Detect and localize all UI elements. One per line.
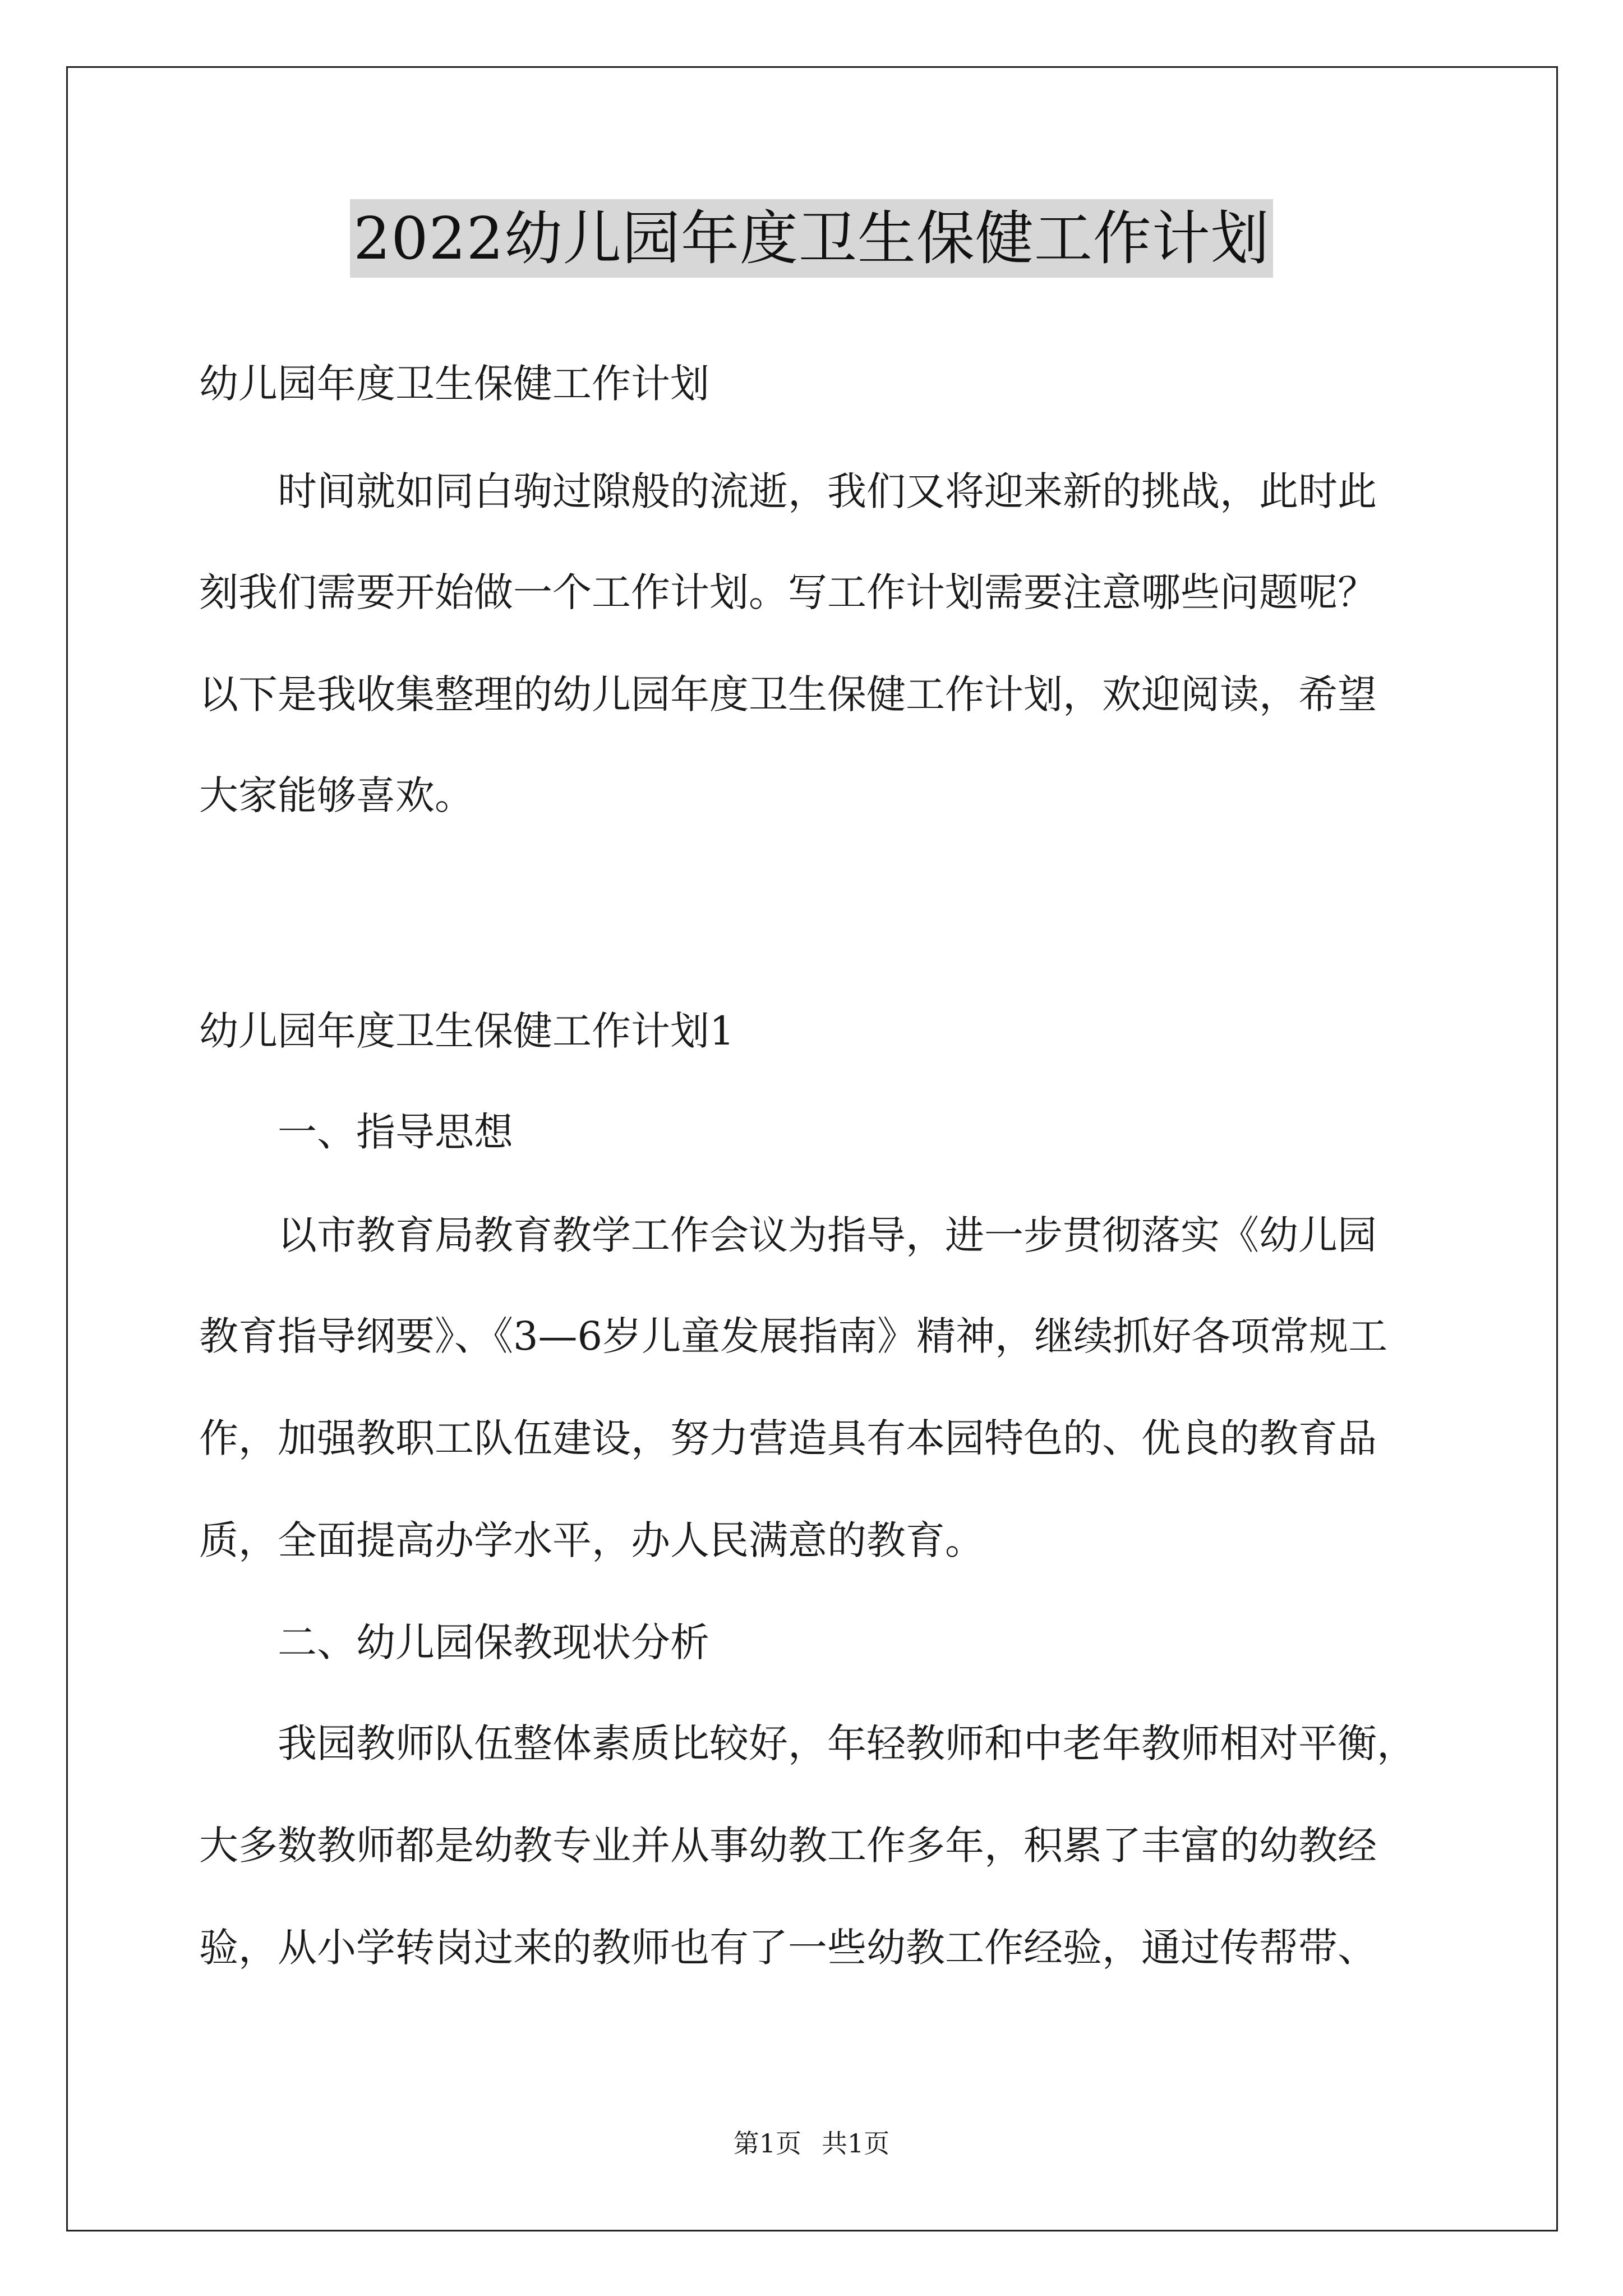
page-footer <box>0 2123 1623 2160</box>
body-line: 以下是我收集整理的幼儿园年度卫生保健工作计划，欢迎阅读，希望 <box>199 671 1377 717</box>
body-line: 以市教育局教育教学工作会议为指导，进一步贯彻落实《幼儿园 <box>199 1212 1377 1258</box>
body-line: 大家能够喜欢。 <box>199 772 474 818</box>
body-line: 一、指导思想 <box>199 1109 513 1155</box>
body-line: 教育指导纲要》、《3—6岁儿童发展指南》精神，继续抓好各项常规工 <box>199 1313 1388 1359</box>
body-line: 幼儿园年度卫生保健工作计划 <box>199 361 709 407</box>
document-title: 2022幼儿园年度卫生保健工作计划 <box>350 199 1273 278</box>
title-container <box>0 199 1623 278</box>
body-line: 刻我们需要开始做一个工作计划。写工作计划需要注意哪些问题呢？ <box>199 569 1377 615</box>
body-line: 作，加强教职工队伍建设，努力营造具有本园特色的、优良的教育品 <box>199 1415 1377 1461</box>
page-number: 第1页 <box>733 2128 801 2159</box>
page-total: 共1页 <box>822 2128 890 2159</box>
body-line: 二、幼儿园保教现状分析 <box>199 1619 709 1665</box>
body-line: 大多数教师都是幼教专业并从事幼教工作多年，积累了丰富的幼教经 <box>199 1823 1377 1869</box>
body-line: 质，全面提高办学水平，办人民满意的教育。 <box>199 1517 984 1563</box>
body-line: 时间就如同白驹过隙般的流逝，我们又将迎来新的挑战，此时此 <box>199 468 1377 514</box>
body-line: 验，从小学转岗过来的教师也有了一些幼教工作经验，通过传帮带、 <box>199 1925 1377 1971</box>
body-line: 幼儿园年度卫生保健工作计划1 <box>199 1008 735 1054</box>
body-line: 我园教师队伍整体素质比较好，年轻教师和中老年教师相对平衡， <box>199 1720 1416 1766</box>
